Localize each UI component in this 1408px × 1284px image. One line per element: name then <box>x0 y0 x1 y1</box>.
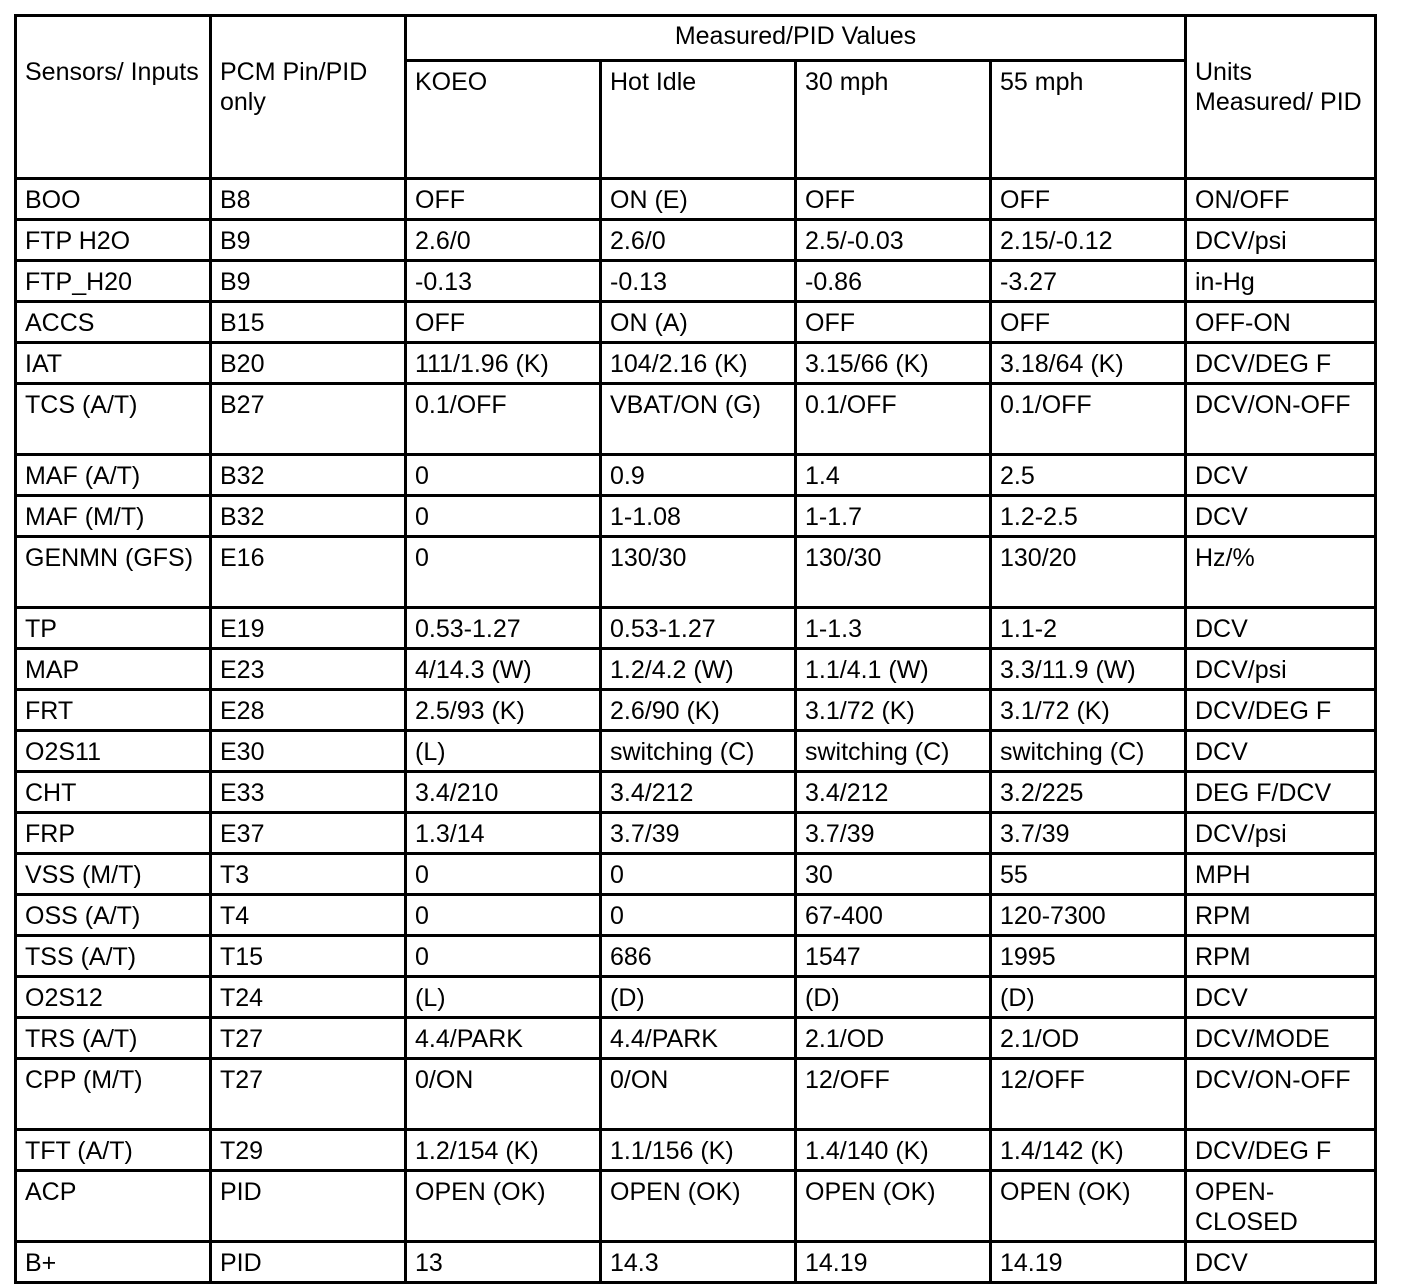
cell-55-mph: 1.4/142 (K) <box>991 1130 1186 1171</box>
cell-sensor: TFT (A/T) <box>16 1130 211 1171</box>
table-row <box>16 1171 1376 1242</box>
cell-koeo: OPEN (OK) <box>406 1171 601 1242</box>
cell-units: DCV/MODE <box>1186 1018 1376 1059</box>
cell-koeo: 1.2/154 (K) <box>406 1130 601 1171</box>
header-55-mph: 55 mph <box>991 60 1186 178</box>
table-row <box>16 895 1376 936</box>
cell-30-mph: OFF <box>796 302 991 343</box>
cell-pcm-pin: B27 <box>211 384 406 455</box>
cell-55-mph: 130/20 <box>991 537 1186 608</box>
cell-55-mph: switching (C) <box>991 731 1186 772</box>
table-row <box>16 261 1376 302</box>
table-row <box>16 496 1376 537</box>
table-row <box>16 1130 1376 1171</box>
cell-pcm-pin: T15 <box>211 936 406 977</box>
cell-hot-idle: 0 <box>601 854 796 895</box>
cell-pcm-pin: B8 <box>211 179 406 220</box>
cell-units: DCV <box>1186 496 1376 537</box>
cell-sensor: FRT <box>16 690 211 731</box>
cell-30-mph: switching (C) <box>796 731 991 772</box>
cell-pcm-pin: E19 <box>211 608 406 649</box>
cell-koeo: 4/14.3 (W) <box>406 649 601 690</box>
table-row <box>16 936 1376 977</box>
cell-sensor: MAF (A/T) <box>16 455 211 496</box>
cell-30-mph: 1-1.3 <box>796 608 991 649</box>
cell-sensor: GENMN (GFS) <box>16 537 211 608</box>
cell-pcm-pin: B15 <box>211 302 406 343</box>
table-row <box>16 384 1376 455</box>
cell-units: MPH <box>1186 854 1376 895</box>
cell-55-mph: 3.3/11.9 (W) <box>991 649 1186 690</box>
cell-sensor: O2S11 <box>16 731 211 772</box>
table-body <box>16 179 1376 1283</box>
cell-koeo: -0.13 <box>406 261 601 302</box>
cell-sensor: O2S12 <box>16 977 211 1018</box>
cell-30-mph: 130/30 <box>796 537 991 608</box>
table-row <box>16 1018 1376 1059</box>
header-koeo: KOEO <box>406 60 601 178</box>
cell-units: DCV <box>1186 1242 1376 1283</box>
table-row <box>16 220 1376 261</box>
cell-pcm-pin: T3 <box>211 854 406 895</box>
cell-sensor: VSS (M/T) <box>16 854 211 895</box>
cell-units: DCV/psi <box>1186 813 1376 854</box>
cell-sensor: FTP H2O <box>16 220 211 261</box>
cell-units: DCV <box>1186 977 1376 1018</box>
cell-55-mph: 1.1-2 <box>991 608 1186 649</box>
cell-hot-idle: 0.53-1.27 <box>601 608 796 649</box>
cell-units: RPM <box>1186 895 1376 936</box>
cell-units: DCV/DEG F <box>1186 343 1376 384</box>
table-row <box>16 977 1376 1018</box>
cell-sensor: FTP_H20 <box>16 261 211 302</box>
cell-units: Hz/% <box>1186 537 1376 608</box>
table-row <box>16 608 1376 649</box>
cell-30-mph: 3.15/66 (K) <box>796 343 991 384</box>
cell-units: ON/OFF <box>1186 179 1376 220</box>
cell-30-mph: -0.86 <box>796 261 991 302</box>
cell-hot-idle: (D) <box>601 977 796 1018</box>
cell-30-mph: 3.7/39 <box>796 813 991 854</box>
cell-hot-idle: 686 <box>601 936 796 977</box>
cell-sensor: TSS (A/T) <box>16 936 211 977</box>
cell-pcm-pin: T27 <box>211 1059 406 1130</box>
table-row <box>16 537 1376 608</box>
cell-units: in-Hg <box>1186 261 1376 302</box>
cell-units: OFF-ON <box>1186 302 1376 343</box>
cell-koeo: 0 <box>406 455 601 496</box>
cell-koeo: (L) <box>406 977 601 1018</box>
cell-pcm-pin: B9 <box>211 261 406 302</box>
table-row <box>16 813 1376 854</box>
cell-sensor: MAP <box>16 649 211 690</box>
header-hot-idle: Hot Idle <box>601 60 796 178</box>
cell-pcm-pin: T24 <box>211 977 406 1018</box>
sensor-values-table <box>14 14 1377 1284</box>
cell-30-mph: 3.1/72 (K) <box>796 690 991 731</box>
cell-55-mph: 12/OFF <box>991 1059 1186 1130</box>
cell-30-mph: (D) <box>796 977 991 1018</box>
cell-30-mph: 12/OFF <box>796 1059 991 1130</box>
cell-55-mph: 14.19 <box>991 1242 1186 1283</box>
cell-pcm-pin: PID <box>211 1242 406 1283</box>
cell-pcm-pin: T27 <box>211 1018 406 1059</box>
cell-30-mph: OFF <box>796 179 991 220</box>
cell-hot-idle: 3.4/212 <box>601 772 796 813</box>
cell-sensor: CHT <box>16 772 211 813</box>
cell-55-mph: 3.1/72 (K) <box>991 690 1186 731</box>
cell-koeo: 1.3/14 <box>406 813 601 854</box>
cell-30-mph: 30 <box>796 854 991 895</box>
cell-30-mph: 1.4/140 (K) <box>796 1130 991 1171</box>
cell-30-mph: 14.19 <box>796 1242 991 1283</box>
cell-55-mph: 3.2/225 <box>991 772 1186 813</box>
cell-hot-idle: 0/ON <box>601 1059 796 1130</box>
cell-55-mph: (D) <box>991 977 1186 1018</box>
cell-55-mph: 3.7/39 <box>991 813 1186 854</box>
cell-hot-idle: 1-1.08 <box>601 496 796 537</box>
cell-pcm-pin: B9 <box>211 220 406 261</box>
table-row <box>16 649 1376 690</box>
cell-55-mph: 2.5 <box>991 455 1186 496</box>
cell-hot-idle: -0.13 <box>601 261 796 302</box>
cell-units: DCV/psi <box>1186 220 1376 261</box>
cell-30-mph: 1.1/4.1 (W) <box>796 649 991 690</box>
cell-koeo: 4.4/PARK <box>406 1018 601 1059</box>
cell-koeo: 0 <box>406 895 601 936</box>
table-row <box>16 455 1376 496</box>
table-row <box>16 1059 1376 1130</box>
cell-koeo: 0 <box>406 537 601 608</box>
cell-units: DCV <box>1186 608 1376 649</box>
cell-30-mph: 2.5/-0.03 <box>796 220 991 261</box>
table-row <box>16 772 1376 813</box>
cell-sensor: BOO <box>16 179 211 220</box>
cell-sensor: TP <box>16 608 211 649</box>
cell-sensor: TCS (A/T) <box>16 384 211 455</box>
header-sensors: Sensors/ Inputs <box>16 16 211 179</box>
cell-hot-idle: 104/2.16 (K) <box>601 343 796 384</box>
cell-55-mph: 120-7300 <box>991 895 1186 936</box>
table-row <box>16 343 1376 384</box>
cell-55-mph: OPEN (OK) <box>991 1171 1186 1242</box>
cell-units: DCV <box>1186 455 1376 496</box>
cell-pcm-pin: B20 <box>211 343 406 384</box>
cell-pcm-pin: B32 <box>211 455 406 496</box>
header-30-mph: 30 mph <box>796 60 991 178</box>
table-row <box>16 690 1376 731</box>
cell-hot-idle: VBAT/ON (G) <box>601 384 796 455</box>
table-row <box>16 1242 1376 1283</box>
cell-55-mph: 1995 <box>991 936 1186 977</box>
cell-sensor: IAT <box>16 343 211 384</box>
cell-koeo: (L) <box>406 731 601 772</box>
cell-koeo: 111/1.96 (K) <box>406 343 601 384</box>
cell-hot-idle: 2.6/0 <box>601 220 796 261</box>
cell-units: DCV <box>1186 731 1376 772</box>
header-pcm-pin: PCM Pin/PID only <box>211 16 406 179</box>
cell-pcm-pin: E30 <box>211 731 406 772</box>
cell-55-mph: -3.27 <box>991 261 1186 302</box>
cell-units: DCV/ON-OFF <box>1186 1059 1376 1130</box>
cell-pcm-pin: E16 <box>211 537 406 608</box>
cell-koeo: 2.5/93 (K) <box>406 690 601 731</box>
cell-units: OPEN-CLOSED <box>1186 1171 1376 1242</box>
cell-units: DEG F/DCV <box>1186 772 1376 813</box>
cell-koeo: 0 <box>406 936 601 977</box>
cell-pcm-pin: E33 <box>211 772 406 813</box>
cell-hot-idle: 14.3 <box>601 1242 796 1283</box>
cell-pcm-pin: E37 <box>211 813 406 854</box>
cell-30-mph: 1547 <box>796 936 991 977</box>
cell-hot-idle: ON (E) <box>601 179 796 220</box>
cell-30-mph: OPEN (OK) <box>796 1171 991 1242</box>
cell-koeo: 13 <box>406 1242 601 1283</box>
cell-hot-idle: 1.1/156 (K) <box>601 1130 796 1171</box>
header-units: Units Measured/ PID <box>1186 16 1376 179</box>
cell-sensor: ACP <box>16 1171 211 1242</box>
cell-sensor: ACCS <box>16 302 211 343</box>
cell-koeo: 3.4/210 <box>406 772 601 813</box>
cell-55-mph: 3.18/64 (K) <box>991 343 1186 384</box>
cell-pcm-pin: B32 <box>211 496 406 537</box>
cell-koeo: 2.6/0 <box>406 220 601 261</box>
table-row <box>16 854 1376 895</box>
cell-koeo: OFF <box>406 179 601 220</box>
cell-sensor: B+ <box>16 1242 211 1283</box>
cell-pcm-pin: E23 <box>211 649 406 690</box>
cell-pcm-pin: T4 <box>211 895 406 936</box>
cell-30-mph: 2.1/OD <box>796 1018 991 1059</box>
cell-units: DCV/ON-OFF <box>1186 384 1376 455</box>
cell-koeo: 0.53-1.27 <box>406 608 601 649</box>
header-measured-group: Measured/PID Values <box>406 16 1186 61</box>
cell-55-mph: 2.1/OD <box>991 1018 1186 1059</box>
cell-koeo: OFF <box>406 302 601 343</box>
table-row <box>16 302 1376 343</box>
table-header <box>16 16 1376 179</box>
cell-hot-idle: 0 <box>601 895 796 936</box>
cell-hot-idle: 0.9 <box>601 455 796 496</box>
cell-units: DCV/DEG F <box>1186 690 1376 731</box>
cell-pcm-pin: T29 <box>211 1130 406 1171</box>
cell-30-mph: 3.4/212 <box>796 772 991 813</box>
cell-30-mph: 1-1.7 <box>796 496 991 537</box>
cell-hot-idle: ON (A) <box>601 302 796 343</box>
cell-sensor: TRS (A/T) <box>16 1018 211 1059</box>
cell-pcm-pin: PID <box>211 1171 406 1242</box>
cell-55-mph: 0.1/OFF <box>991 384 1186 455</box>
cell-sensor: MAF (M/T) <box>16 496 211 537</box>
cell-koeo: 0/ON <box>406 1059 601 1130</box>
cell-55-mph: 2.15/-0.12 <box>991 220 1186 261</box>
table-row <box>16 731 1376 772</box>
cell-hot-idle: 3.7/39 <box>601 813 796 854</box>
cell-hot-idle: 1.2/4.2 (W) <box>601 649 796 690</box>
cell-sensor: CPP (M/T) <box>16 1059 211 1130</box>
cell-55-mph: OFF <box>991 179 1186 220</box>
cell-55-mph: 55 <box>991 854 1186 895</box>
cell-hot-idle: 130/30 <box>601 537 796 608</box>
cell-30-mph: 1.4 <box>796 455 991 496</box>
table-row <box>16 179 1376 220</box>
cell-units: DCV/psi <box>1186 649 1376 690</box>
cell-units: DCV/DEG F <box>1186 1130 1376 1171</box>
cell-hot-idle: 4.4/PARK <box>601 1018 796 1059</box>
cell-sensor: FRP <box>16 813 211 854</box>
cell-55-mph: OFF <box>991 302 1186 343</box>
cell-30-mph: 0.1/OFF <box>796 384 991 455</box>
cell-hot-idle: OPEN (OK) <box>601 1171 796 1242</box>
cell-55-mph: 1.2-2.5 <box>991 496 1186 537</box>
cell-sensor: OSS (A/T) <box>16 895 211 936</box>
cell-units: RPM <box>1186 936 1376 977</box>
cell-pcm-pin: E28 <box>211 690 406 731</box>
cell-koeo: 0 <box>406 496 601 537</box>
table-wrapper <box>14 14 1377 1284</box>
cell-koeo: 0 <box>406 854 601 895</box>
cell-hot-idle: 2.6/90 (K) <box>601 690 796 731</box>
cell-30-mph: 67-400 <box>796 895 991 936</box>
cell-hot-idle: switching (C) <box>601 731 796 772</box>
cell-koeo: 0.1/OFF <box>406 384 601 455</box>
